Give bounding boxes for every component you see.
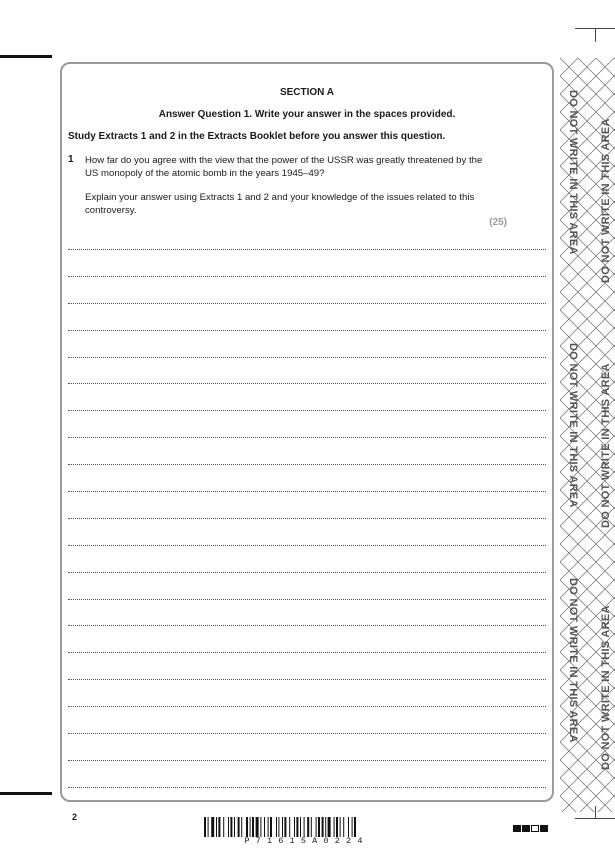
margin-warning-text: DO NOT WRITE IN THIS AREA bbox=[600, 605, 612, 770]
barcode-bar bbox=[334, 817, 335, 837]
barcode-bar bbox=[211, 817, 214, 837]
barcode-bar bbox=[276, 817, 277, 837]
answer-line[interactable] bbox=[68, 679, 546, 680]
barcode-bar bbox=[223, 817, 224, 837]
answer-line[interactable] bbox=[68, 437, 546, 438]
barcode-bar bbox=[241, 817, 242, 837]
barcode-bar bbox=[343, 817, 344, 837]
answer-line[interactable] bbox=[68, 518, 546, 519]
answer-box bbox=[60, 62, 554, 802]
answer-line[interactable] bbox=[68, 383, 546, 384]
answer-line[interactable] bbox=[68, 357, 546, 358]
barcode-bar bbox=[264, 817, 265, 837]
answer-line[interactable] bbox=[68, 706, 546, 707]
answer-line[interactable] bbox=[68, 572, 546, 573]
barcode bbox=[204, 817, 409, 837]
barcode-bar bbox=[304, 817, 305, 837]
barcode-bar bbox=[278, 817, 279, 837]
margin-warning-text: DO NOT WRITE IN THIS AREA bbox=[567, 90, 579, 255]
barcode-bar bbox=[322, 817, 324, 837]
page-indicator-square bbox=[531, 825, 539, 832]
barcode-bar bbox=[340, 817, 341, 837]
answer-line[interactable] bbox=[68, 760, 546, 761]
barcode-bar bbox=[252, 817, 254, 837]
barcode-bar bbox=[311, 817, 312, 837]
barcode-text: P71615A0224 bbox=[244, 836, 369, 846]
barcode-bar bbox=[230, 817, 232, 837]
margin-warning-text: DO NOT WRITE IN THIS AREA bbox=[567, 343, 579, 508]
question-number: 1 bbox=[68, 154, 74, 165]
barcode-bar bbox=[228, 817, 229, 837]
barcode-bar bbox=[352, 817, 353, 837]
barcode-bar bbox=[208, 817, 209, 837]
study-note: Study Extracts 1 and 2 in the Extracts Booklet before you answer this question. bbox=[68, 131, 446, 142]
answer-line[interactable] bbox=[68, 410, 546, 411]
answer-line[interactable] bbox=[68, 249, 546, 250]
margin-warning-text: DO NOT WRITE IN THIS AREA bbox=[567, 578, 579, 743]
margin-warning-text: DO NOT WRITE IN THIS AREA bbox=[600, 363, 612, 528]
answer-line[interactable] bbox=[68, 652, 546, 653]
do-not-write-margin bbox=[560, 58, 615, 812]
barcode-bar bbox=[348, 817, 349, 837]
barcode-bar bbox=[246, 817, 248, 837]
crop-mark-bottom-left bbox=[0, 792, 52, 795]
answer-lines[interactable] bbox=[68, 249, 546, 814]
page-number: 2 bbox=[72, 812, 78, 822]
question-explain: Explain your answer using Extracts 1 and 2 and your knowledge of the issues related to this controversy. bbox=[85, 192, 475, 216]
page-indicator-square bbox=[513, 825, 521, 832]
answer-line[interactable] bbox=[68, 330, 546, 331]
barcode-bar bbox=[284, 817, 286, 837]
barcode-bar bbox=[316, 817, 317, 837]
question-marks: (25) bbox=[489, 217, 507, 228]
barcode-bar bbox=[294, 817, 295, 837]
answer-line[interactable] bbox=[68, 787, 546, 788]
barcode-bar bbox=[270, 817, 272, 837]
answer-line[interactable] bbox=[68, 733, 546, 734]
crop-mark-top-left bbox=[0, 55, 52, 58]
barcode-bar bbox=[300, 817, 301, 837]
answer-line[interactable] bbox=[68, 625, 546, 626]
answer-line[interactable] bbox=[68, 491, 546, 492]
barcode-bar bbox=[318, 817, 320, 837]
barcode-bar bbox=[336, 817, 338, 837]
barcode-bar bbox=[204, 817, 206, 837]
barcode-bar bbox=[260, 817, 261, 837]
question-text: How far do you agree with the view that the power of the USSR was greatly threatened by the US monopoly of the atomic bomb in the years 1945–49? bbox=[85, 155, 483, 179]
barcode-bar bbox=[307, 817, 309, 837]
barcode-bar bbox=[296, 817, 298, 837]
barcode-bar bbox=[238, 817, 240, 837]
answer-line[interactable] bbox=[68, 464, 546, 465]
answer-line[interactable] bbox=[68, 545, 546, 546]
answer-line[interactable] bbox=[68, 303, 546, 304]
section-title: SECTION A bbox=[279, 87, 335, 98]
barcode-bar bbox=[250, 817, 251, 837]
margin-warning-text: DO NOT WRITE IN THIS AREA bbox=[600, 118, 612, 283]
barcode-bar bbox=[282, 817, 283, 837]
barcode-bar bbox=[268, 817, 269, 837]
barcode-bar bbox=[256, 817, 259, 837]
barcode-bar bbox=[325, 817, 326, 837]
answer-line[interactable] bbox=[68, 599, 546, 600]
barcode-bar bbox=[216, 817, 217, 837]
page-indicator-square bbox=[522, 825, 530, 832]
answer-line[interactable] bbox=[68, 276, 546, 277]
barcode-bar bbox=[218, 817, 220, 837]
barcode-bar bbox=[289, 817, 290, 837]
barcode-bar bbox=[328, 817, 331, 837]
instruction-text: Answer Question 1. Write your answer in the spaces provided. bbox=[158, 109, 456, 120]
barcode-bar bbox=[234, 817, 235, 837]
barcode-bar bbox=[354, 817, 356, 837]
page-indicator-square bbox=[540, 825, 548, 832]
crop-mark-top-right-vertical bbox=[595, 28, 596, 42]
page-indicator bbox=[513, 825, 549, 832]
